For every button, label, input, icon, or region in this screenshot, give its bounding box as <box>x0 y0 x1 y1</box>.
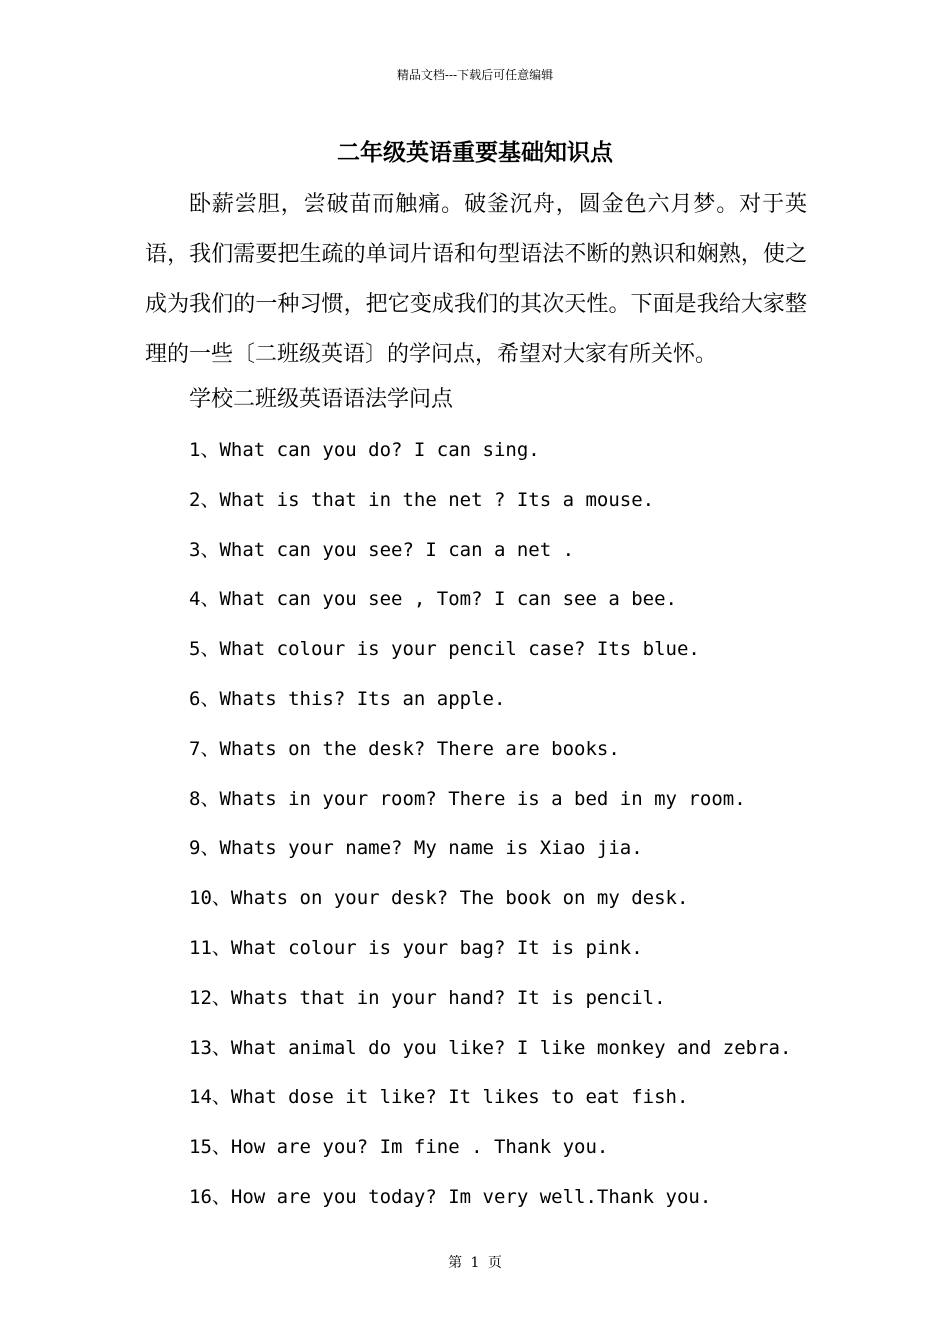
section-heading: 学校二班级英语语法学问点 <box>189 387 454 412</box>
page-number: 第 1 页 <box>448 1255 502 1271</box>
list-item: 7、Whats on the desk? There are books. <box>189 737 620 760</box>
intro-paragraph: 卧薪尝胆，尝破苗而触痛。破釜沉舟，圆金色六月梦。对于英语，我们需要把生疏的单词片语和句型语法不断的熟识和娴熟，使之成为我们的一种习惯，把它变成我们的其次天性。下面是我给大家整理的一些〔二班级英语〕的学问点，希望对大家有所关怀。 <box>145 192 807 367</box>
document-title: 二年级英语重要基础知识点 <box>337 139 613 166</box>
list-item: 13、What animal do you like? I like monkey and zebra. <box>189 1036 792 1059</box>
list-item: 8、Whats in your room? There is a bed in my room. <box>189 787 746 810</box>
list-item: 15、How are you? Im fine . Thank you. <box>189 1136 609 1159</box>
list-item: 14、What dose it like? It likes to eat fish. <box>189 1086 689 1109</box>
list-item: 10、Whats on your desk? The book on my desk. <box>189 887 689 910</box>
list-item: 2、What is that in the net ? Its a mouse. <box>189 488 655 511</box>
list-item: 5、What colour is your pencil case? Its blue. <box>189 638 700 661</box>
list-item: 11、What colour is your bag? It is pink. <box>189 936 643 959</box>
list-item: 1、What can you do? I can sing. <box>189 439 540 461</box>
qa-list <box>189 430 791 1227</box>
list-item: 3、What can you see? I can a net . <box>189 538 575 561</box>
page-header: 精品文档---下载后可任意编辑 <box>396 68 554 82</box>
list-item: 16、How are you today? Im very well.Thank you. <box>189 1185 712 1208</box>
list-item: 6、Whats this? Its an apple. <box>189 687 506 710</box>
list-item: 9、Whats your name? My name is Xiao jia. <box>189 837 643 860</box>
list-item: 4、What can you see , Tom? I can see a bee. <box>189 588 677 611</box>
list-item: 12、Whats that in your hand? It is pencil. <box>189 986 666 1009</box>
